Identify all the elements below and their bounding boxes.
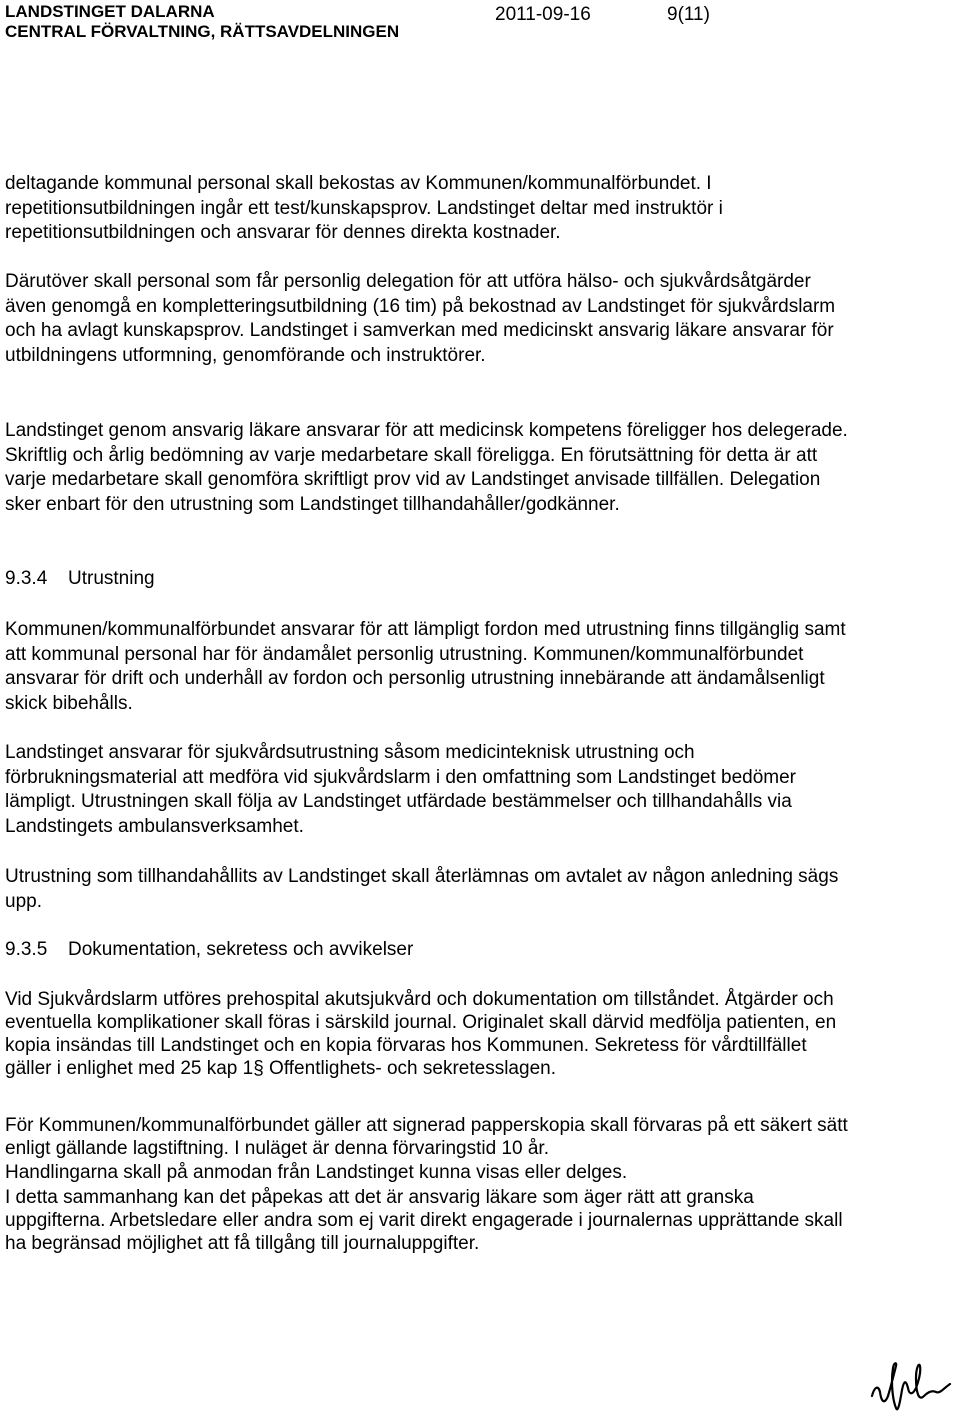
section-title: Dokumentation, sekretess och avvikelser bbox=[68, 939, 414, 960]
section-heading bbox=[5, 939, 413, 961]
paragraph: Landstinget ansvarar för sjukvårdsutrustning såsom medicinteknisk utrustning och förbrukningsmaterial att medföra vid sjukvårdslarm i den omfattning som Landstinget bedömer lämpligt. Utrustningen skall följa av Landstinget utfärdade bestämmelser och tillhandahålls via Landstingets ambulansverksamhet. bbox=[5, 742, 796, 837]
page-header bbox=[5, 2, 399, 42]
paragraph: deltagande kommunal personal skall bekostas av Kommunen/kommunalförbundet. I repetitionsutbildningen ingår ett test/kunskapsprov. Landstinget deltar med instruktör i repetitionsutbildningen och ansvarar för dennes direkta kostnader. bbox=[5, 173, 723, 243]
section-number: 9.3.5 bbox=[5, 939, 48, 960]
org-name: LANDSTINGET DALARNA bbox=[5, 2, 215, 21]
paragraph: Kommunen/kommunalförbundet ansvarar för att lämpligt fordon med utrustning finns tillgänglig samt att kommunal personal har för ändamålet personlig utrustning. Kommunen/kommunalförbundet ansvarar för drift och underhåll av fordon och personlig utrustning innebärande att ändamålsenligt skick bibehålls. bbox=[5, 619, 846, 714]
paragraph: Därutöver skall personal som får personlig delegation för att utföra hälso- och sjukvårdsåtgärder även genomgå en kompletteringsutbildning (16 tim) på bekostnad av Landstinget för sjukvårdslarm och ha avlagt kunskapsprov. Landstinget i samverkan med medicinskt ansvarig läkare ansvarar för utbildningens utformning, genomförande och instruktörer. bbox=[5, 271, 836, 366]
paragraph: Vid Sjukvårdslarm utföres prehospital akutsjukvård och dokumentation om tillståndet. Åtgärder och eventuella komplikationer skall föras i särskild journal. Originalet skall därvid medfölja patienten, en kopia insändas till Landstinget och en kopia förvaras hos Kommunen. Sekretess för vårdtillfället gäller i enlighet med 25 kap 1§ Offentlighets- och sekretesslagen. bbox=[5, 989, 837, 1079]
department-name: CENTRAL FÖRVALTNING, RÄTTSAVDELNINGEN bbox=[5, 22, 400, 41]
page-number: 9(11) bbox=[667, 4, 710, 25]
signature-initials bbox=[866, 1358, 954, 1416]
paragraph: Utrustning som tillhandahållits av Landstinget skall återlämnas om avtalet av någon anledning sägs upp. bbox=[5, 866, 839, 912]
paragraph: Landstinget genom ansvarig läkare ansvarar för att medicinsk kompetens föreligger hos delegerade. Skriftlig och årlig bedömning av varje medarbetare skall föreligga. En förutsättning för detta är att varje medarbetare skall genomföra skriftligt prov vid av Landstinget anvisade tillfällen. Delegation sker enbart för den utrustning som Landstinget tillhandahåller/godkänner. bbox=[5, 420, 848, 515]
paragraph: För Kommunen/kommunalförbundet gäller att signerad papperskopia skall förvaras på ett säkert sätt enligt gällande lagstiftning. I nuläget är denna förvaringstid 10 år. bbox=[5, 1115, 848, 1159]
section-title: Utrustning bbox=[68, 568, 155, 589]
paragraph: I detta sammanhang kan det påpekas att det är ansvarig läkare som äger rätt att granska uppgifterna. Arbetsledare eller andra som ej varit direkt engagerade i journalernas upprättande skall ha begränsad möjlighet att få tillgång till journaluppgifter. bbox=[5, 1187, 843, 1254]
section-heading bbox=[5, 568, 155, 590]
section-number: 9.3.4 bbox=[5, 568, 48, 589]
paragraph: Handlingarna skall på anmodan från Landstinget kunna visas eller delges. bbox=[5, 1162, 628, 1183]
document-date: 2011-09-16 bbox=[495, 4, 591, 25]
